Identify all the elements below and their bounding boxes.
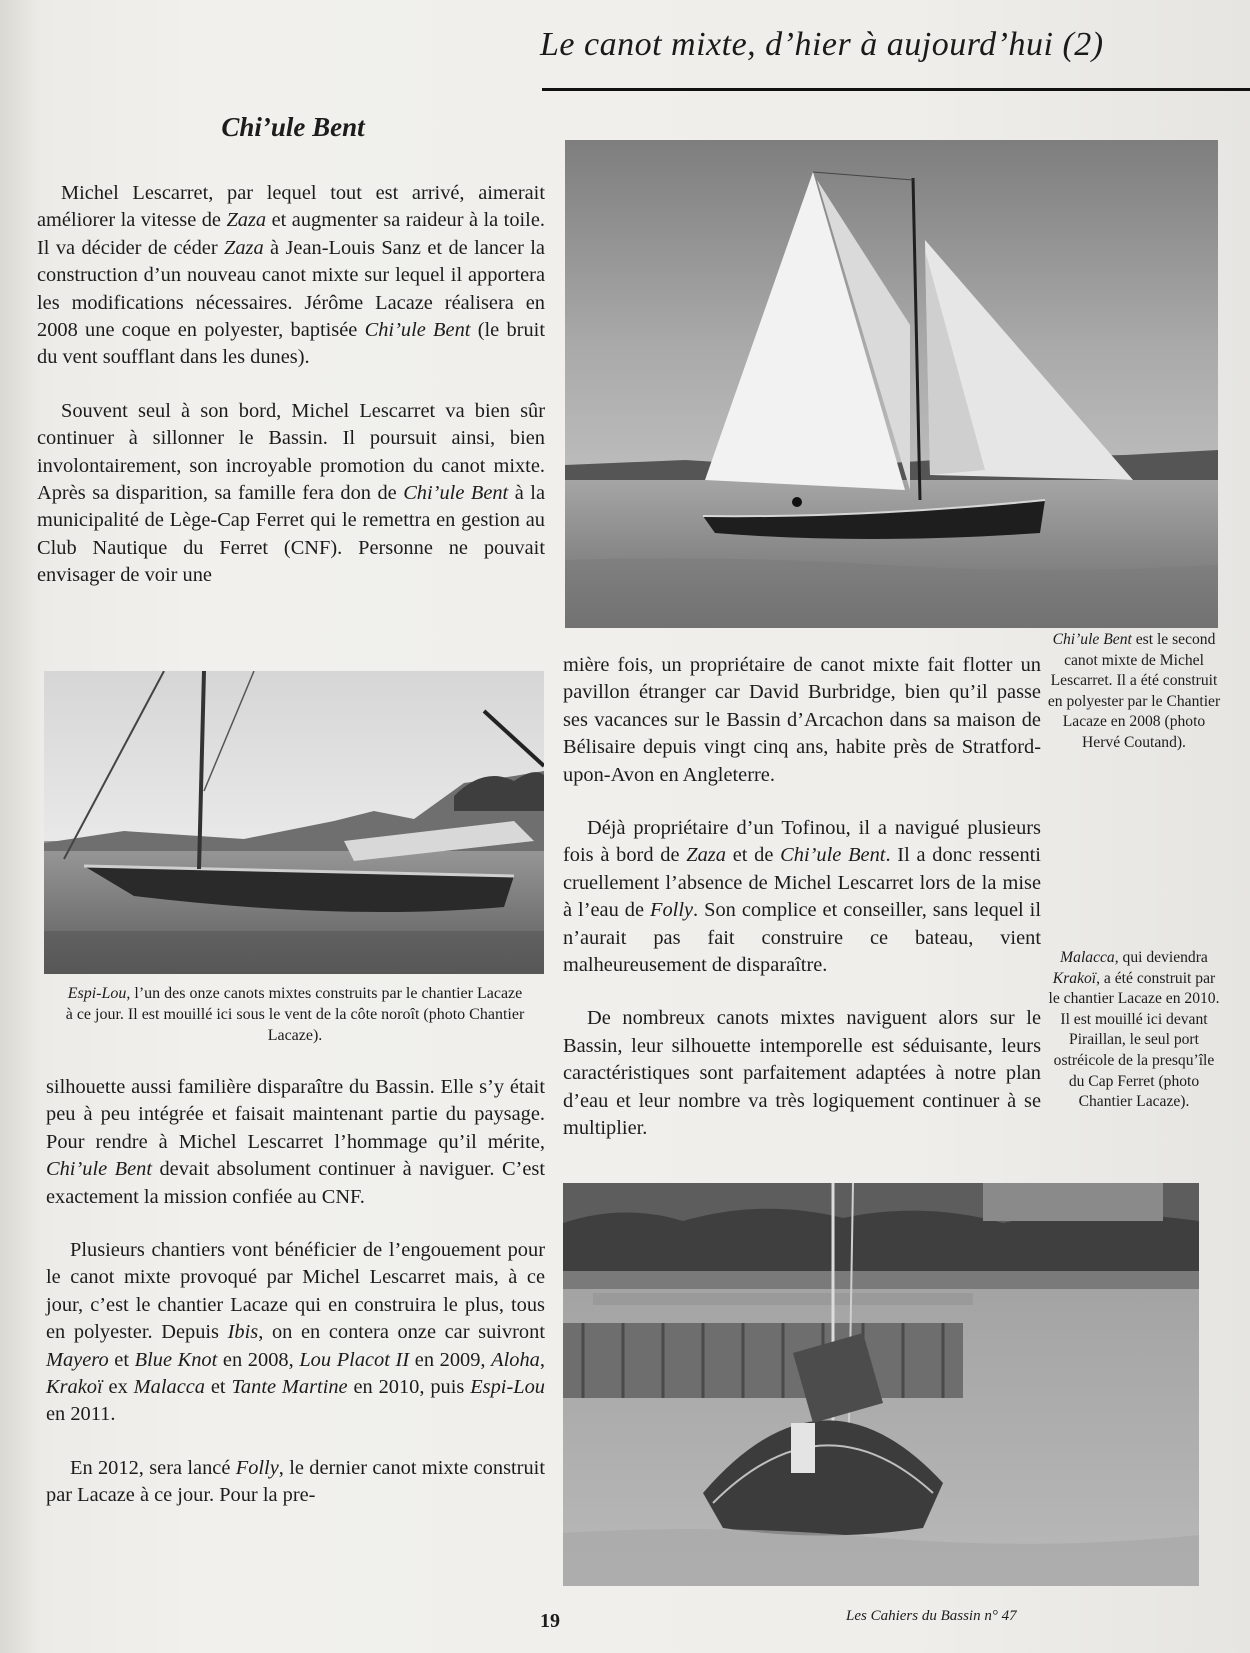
right-column bbox=[563, 652, 1041, 1143]
photo-chiule-bent bbox=[565, 140, 1218, 628]
italic-title: Zaza bbox=[224, 236, 264, 259]
paragraph: Souvent seul à son bord, Michel Lescarret va bien sûr continuer à sillonner le Bassin. Il poursuit ainsi, bien involontairement, son incroyable promotion du canot mixte. Après sa disparition, sa famille fera don de Chi’ule Bent à la municipalité de Lège-Cap Ferret qui le remettra en gestion au Club Nautique du Ferret (CNF). Personne ne pouvait envisager de voir une bbox=[37, 399, 545, 587]
italic-title: Malacca bbox=[133, 1376, 205, 1399]
italic-title: Tante Martine bbox=[231, 1376, 348, 1399]
italic-title: Folly bbox=[650, 899, 694, 922]
chiule-bent-image bbox=[565, 140, 1218, 628]
section-title: Chi’ule Bent bbox=[221, 112, 365, 142]
espi-lou-image bbox=[44, 671, 544, 974]
italic-title: Krakoï bbox=[46, 1376, 103, 1399]
italic-title: Chi’ule Bent bbox=[1052, 631, 1132, 648]
italic-title: Mayero bbox=[46, 1348, 109, 1371]
paragraph: Plusieurs chantiers vont bénéficier de l’engouement pour le canot mixte provoqué par Michel Lescarret mais, à ce jour, c’est le chantier Lacaze qui en construira le plus, tous en polyester. Depuis Ibis, on en contera onze car suivront Mayero et Blue Knot en 2008, Lou Placot II en 2009, Aloha, Krakoï ex Malacca et Tante Martine en 2010, puis Espi-Lou en 2011. bbox=[46, 1239, 545, 1426]
paragraph: Déjà propriétaire d’un Tofinou, il a navigué plusieurs fois à bord de Zaza et de Chi’ule Bent. Il a donc ressenti cruellement l’absence de Michel Lescarret lors de la mise à l’eau de Folly. Son complice et conseiller, sans lequel il n’aurait pas fait construire ce bateau, vient malheureusement de disparaître. bbox=[563, 817, 1041, 977]
italic-title: Chi’ule Bent bbox=[364, 319, 471, 342]
caption-espi-lou: Espi-Lou, l’un des onze canots mixtes construits par le chantier Lacaze à ce jour. Il est mouillé ici sous le vent de la côte noroît (photo Chantier Lacaze). bbox=[65, 985, 525, 1044]
italic-title: Chi’ule Bent bbox=[46, 1158, 152, 1181]
italic-title: Malacca bbox=[1060, 949, 1115, 966]
italic-title: Zaza bbox=[226, 209, 267, 232]
photo-espi-lou bbox=[44, 671, 544, 974]
caption-chiule-bent: Chi’ule Bent est le second canot mixte de Michel Lescarret. Il a été construit en polyester par le Chantier Lacaze en 2008 (photo Hervé Coutand). bbox=[1047, 631, 1221, 751]
italic-title: Chi’ule Bent bbox=[403, 482, 509, 505]
publication-name: Les Cahiers du Bassin n° 47 bbox=[846, 1608, 1017, 1624]
italic-title: Ibis bbox=[227, 1321, 259, 1344]
paragraph: silhouette aussi familière disparaître du Bassin. Elle s’y était peu à peu intégrée et faisait maintenant partie du paysage. Pour rendre à Michel Lescarret l’hommage qu’il mérite, Chi’ule Bent devait absolument continuer à naviguer. C’est exactement la mission confiée au CNF. bbox=[46, 1076, 545, 1208]
paragraph: Michel Lescarret, par lequel tout est arrivé, aimerait améliorer la vitesse de Zaza et augmenter sa raideur à la toile. Il va décider de céder Zaza à Jean-Louis Sanz et de lancer la construction d’un nouveau canot mixte sur lequel il apportera les modifications nécessaires. Jérôme Lacaze réalisera en 2008 une coque en polyester, baptisée Chi’ule Bent (le bruit du vent soufflant dans les dunes). bbox=[37, 182, 545, 369]
paragraph: En 2012, sera lancé Folly, le dernier canot mixte construit par Lacaze à ce jour. Pour la pre- bbox=[46, 1456, 545, 1507]
italic-title: Espi-Lou bbox=[470, 1376, 545, 1399]
paragraph: De nombreux canots mixtes naviguent alors sur le Bassin, leur silhouette intemporelle est séduisante, leurs caractéristiques sont parfaitement adaptées à notre plan d’eau et leur nombre va très logiquement continuer à se multiplier. bbox=[563, 1007, 1041, 1140]
italic-title: Blue Knot bbox=[134, 1348, 218, 1371]
italic-title: Espi-Lou bbox=[67, 985, 127, 1002]
photo-malacca bbox=[563, 1183, 1199, 1586]
caption-malacca: Malacca, qui deviendra Krakoï, a été construit par le chantier Lacaze en 2010. Il est mouillé ici devant Piraillan, le seul port ostréicole de la presqu’île du Cap Ferret (photo Chantier Lacaze). bbox=[1048, 949, 1220, 1111]
malacca-image bbox=[563, 1183, 1199, 1586]
italic-title: Krakoï bbox=[1052, 969, 1097, 987]
italic-title: Zaza bbox=[686, 844, 726, 867]
italic-title: Lou Placot II bbox=[299, 1348, 410, 1371]
italic-title: Chi’ule Bent bbox=[780, 844, 886, 867]
running-header: Le canot mixte, d’hier à aujourd’hui (2) bbox=[540, 26, 1104, 63]
page-number: 19 bbox=[540, 1610, 560, 1632]
italic-title: Aloha bbox=[491, 1348, 540, 1371]
left-column-lower bbox=[46, 1074, 545, 1510]
header-rule bbox=[542, 88, 1250, 91]
paragraph: mière fois, un propriétaire de canot mixte fait flotter un pavillon étranger car David Burbridge, bien qu’il passe ses vacances sur le Bassin d’Arcachon dans sa maison de Bélisaire depuis vingt cinq ans, habite près de Stratford-upon-Avon en Angleterre. bbox=[563, 654, 1041, 786]
left-column-upper bbox=[37, 180, 545, 590]
italic-title: Folly bbox=[235, 1456, 279, 1479]
